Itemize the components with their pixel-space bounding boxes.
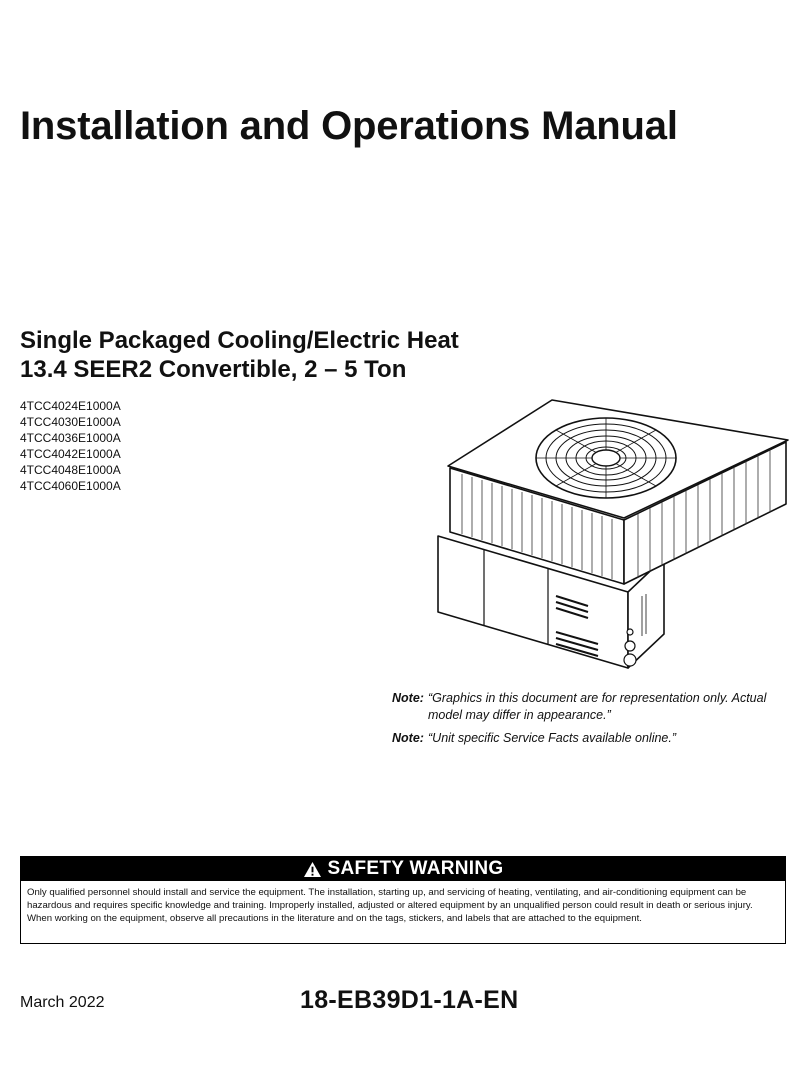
model-number: 4TCC4060E1000A [20, 479, 121, 493]
note-text: “Unit specific Service Facts available online.” [428, 731, 677, 745]
safety-warning-heading: SAFETY WARNING [327, 858, 504, 879]
warning-triangle-icon [303, 861, 322, 878]
packaged-unit-illustration [428, 396, 796, 688]
publication-date: March 2022 [20, 994, 105, 1011]
note [392, 690, 788, 724]
subtitle [20, 326, 459, 384]
model-number: 4TCC4030E1000A [20, 415, 121, 429]
document-number: 18-EB39D1-1A-EN [300, 986, 519, 1014]
note [392, 730, 788, 747]
safety-warning-box [20, 856, 786, 944]
model-number: 4TCC4024E1000A [20, 399, 121, 413]
notes [392, 690, 788, 753]
safety-warning-header [21, 857, 785, 881]
model-list [20, 398, 121, 494]
safety-warning-text: Only qualified personnel should install and service the equipment. The installation, starting up, and servicing of heating, ventilating, and air-conditioning equipment can be hazardous and requires specific knowledge and training. Improperly installed, adjusted or altered equipment by an unqualified person could result in death or serious injury. When working on the equipment, observe all precautions in the literature and on the tags, stickers, and labels that are attached to the equipment. [27, 887, 753, 924]
model-number: 4TCC4036E1000A [20, 431, 121, 445]
note-text: “Graphics in this document are for representation only. Actual model may differ in appearance.” [428, 691, 767, 722]
note-label: Note: [392, 691, 424, 705]
page-title: Installation and Operations Manual [20, 104, 678, 148]
note-label: Note: [392, 731, 424, 745]
model-number: 4TCC4042E1000A [20, 447, 121, 461]
model-number: 4TCC4048E1000A [20, 463, 121, 477]
subtitle-line-1: Single Packaged Cooling/Electric Heat [20, 327, 459, 354]
subtitle-line-2: 13.4 SEER2 Convertible, 2 – 5 Ton [20, 356, 407, 383]
